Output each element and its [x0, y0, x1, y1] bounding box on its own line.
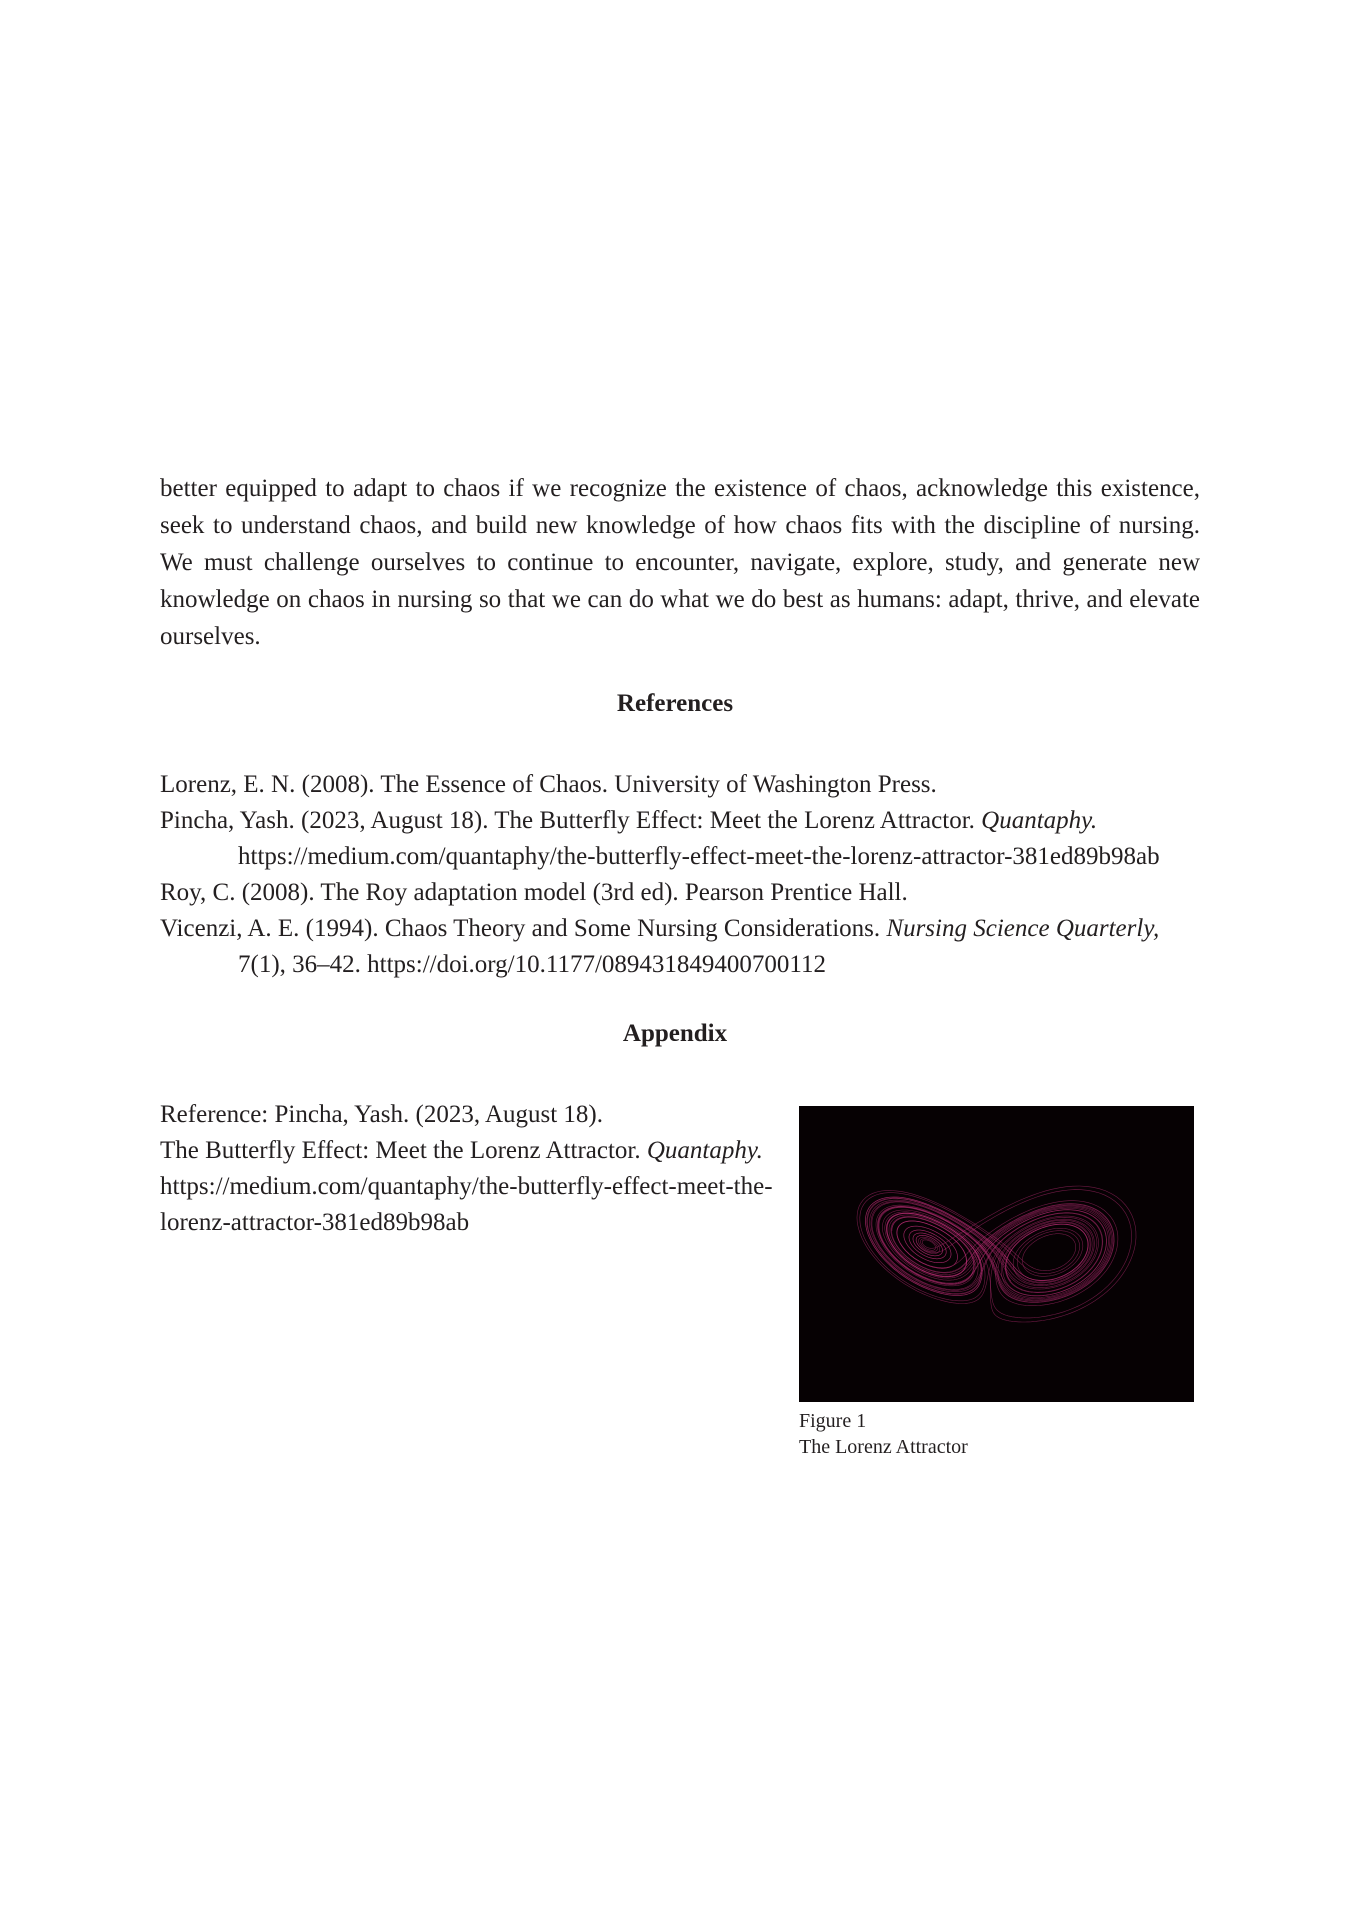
- figure-label: Figure 1: [799, 1410, 867, 1432]
- appendix-journal: Quantaphy.: [646, 1137, 763, 1164]
- reference-text: Roy, C. (2008). The Roy adaptation model (3rd ed). Pearson Prentice Hall.: [160, 879, 908, 906]
- figure-caption: [799, 1408, 968, 1460]
- reference-journal: Nursing Science Quarterly,: [886, 915, 1160, 942]
- reference-url: https://medium.com/quantaphy/the-butterfly-effect-meet-the-lorenz-attractor-381ed89b98ab: [238, 843, 1160, 870]
- reference-item: [160, 803, 1200, 875]
- body-paragraph: better equipped to adapt to chaos if we recognize the existence of chaos, acknowledge this existence, seek to understand chaos, and build new knowledge of how chaos fits with the discipline of nursing. We must challenge ourselves to continue to encounter, navigate, explore, study, and generate new knowledge on chaos in nursing so that we can do what we do best as humans: adapt, thrive, and elevate ourselves.: [160, 475, 1200, 650]
- reference-item: [160, 875, 1200, 911]
- reference-item: [160, 767, 1200, 803]
- lorenz-attractor-image: [799, 1106, 1194, 1402]
- reference-item: [160, 911, 1200, 983]
- appendix-line: lorenz-attractor-381ed89b98ab: [160, 1209, 470, 1236]
- reference-list: [160, 767, 1200, 983]
- figure-title: The Lorenz Attractor: [799, 1436, 968, 1458]
- references-heading: References: [616, 690, 734, 717]
- appendix-line: [160, 1133, 785, 1169]
- reference-text: Vicenzi, A. E. (1994). Chaos Theory and Some Nursing Considerations.: [160, 915, 887, 942]
- appendix-title: The Butterfly Effect: Meet the Lorenz Attractor.: [160, 1137, 647, 1164]
- appendix-line: Reference: Pincha, Yash. (2023, August 18).: [160, 1101, 603, 1128]
- reference-doi: 7(1), 36–42. https://doi.org/10.1177/089431849400700112: [238, 951, 826, 978]
- lorenz-attractor-figure: [799, 1106, 1194, 1402]
- reference-text: Pincha, Yash. (2023, August 18). The Butterfly Effect: Meet the Lorenz Attractor.: [160, 807, 982, 834]
- appendix-heading: Appendix: [622, 1020, 728, 1047]
- appendix-reference: [160, 1097, 785, 1241]
- appendix-line: https://medium.com/quantaphy/the-butterfly-effect-meet-the-: [160, 1173, 773, 1200]
- reference-journal: Quantaphy.: [981, 807, 1098, 834]
- reference-text: Lorenz, E. N. (2008). The Essence of Chaos. University of Washington Press.: [160, 771, 937, 798]
